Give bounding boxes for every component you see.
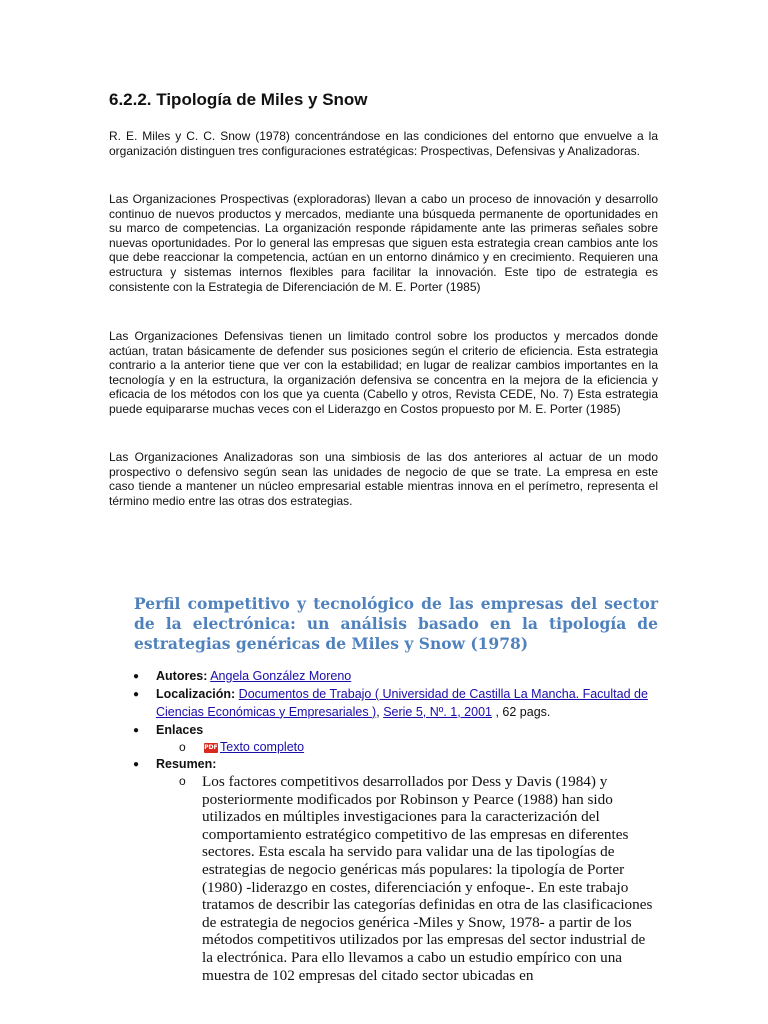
location-label: Localización: [156,687,236,701]
location-separator: , [376,704,380,719]
paragraph-analizadoras: Las Organizaciones Analizadoras son una simbiosis de las dos anteriores al actuar de un modo prospectivo o defensivo según sean las unidades de negocio de que se trate. La empresa en este caso tiende a mantener un núcleo empresarial estable mientras innova en el perímetro, representa el término medio entre las otras dos estrategias. [109,450,658,508]
summary-label: Resumen: [156,757,217,771]
bullet-icon: ● [133,725,140,736]
authors-item [156,668,660,686]
summary-item [156,756,660,774]
author-link[interactable]: Angela González Moreno [210,669,352,683]
location-pages: , 62 pags. [495,704,551,719]
bullet-icon: ● [133,671,140,682]
paragraph-defensivas: Las Organizaciones Defensivas tienen un limitado control sobre los productos y mercados donde actúan, tratan básicamente de defender sus posiciones según el criterio de eficiencia. Esta estrategia contrario a la anterior tiene que ver con la estabilidad; en lugar de realizar cambios importantes en la tecnología y en la estructura, la organización defensiva se concentra en la mejora de la eficiencia y eficacia de los métodos con los que ya cuenta (Cabello y otros, Revista CEDE, No. 7) Esta estrategia puede equipararse muchas veces con el Liderazgo en Costos propuesto por M. E. Porter (1985) [109,329,658,416]
paragraph-intro: R. E. Miles y C. C. Snow (1978) concentrándose en las condiciones del entorno que envuelve a la organización distinguen tres configuraciones estratégicas: Prospectivas, Defensivas y Analizadoras. [109,129,658,158]
links-label: Enlaces [156,723,204,737]
sub-bullet-icon: o [179,740,186,754]
series-link[interactable]: Serie 5, Nº. 1, 2001 [383,704,492,719]
bullet-icon: ● [133,689,140,700]
section-heading: 6.2.2. Tipología de Miles y Snow [109,90,368,109]
article-title: Perfil competitivo y tecnológico de las empresas del sector de la electrónica: un análisis basado en la tipología de estrategias genéricas de Miles y Snow (1978) [134,594,658,653]
fulltext-item [204,739,604,757]
fulltext-link[interactable]: Texto completo [220,740,305,754]
journal-link[interactable]: Documentos de Trabajo ( Universidad de Castilla La Mancha. Facultad de Ciencias Económicas y Empresariales ) [156,687,648,719]
bullet-icon: ● [133,759,140,770]
pdf-icon: PDF [204,743,218,751]
location-item [156,686,660,721]
sub-bullet-icon: o [179,774,186,788]
authors-label: Autores: [156,669,208,683]
paragraph-prospectivas: Las Organizaciones Prospectivas (exploradoras) llevan a cabo un proceso de innovación y desarrollo continuo de nuevos productos y mercados, mediante una búsqueda permanente de oportunidades en su marco de competencias. La organización responde rápidamente ante las primeras señales sobre nuevas oportunidades. Por lo general las empresas que siguen esta estrategia crean cambios ante los que debe reaccionar la competencia, actúan en un entorno dinámico y en crecimiento. Requieren una estructura y sistemas internos flexibles para facilitar la innovación. Este tipo de estrategia es consistente con la Estrategia de Diferenciación de M. E. Porter (1985) [109,192,658,294]
abstract-text: Los factores competitivos desarrollados por Dess y Davis (1984) y posteriormente modificados por Robinson y Pearce (1988) han sido utilizados en múltiples investigaciones para la caracterización del comportamiento estratégico competitivo de las empresas en diferentes sectores. Esta escala ha servido para validar una de las tipologías de estrategias de negocio genéricas más populares: la tipología de Porter (1980) -liderazgo en costes, diferenciación y enfoque-. En este trabajo tratamos de describir las categorías definidas en otra de las clasificaciones de estrategia de negocios genérica -Miles y Snow, 1978- a partir de los métodos competitivos utilizados por las empresas del sector industrial de la electrónica. Para ello llevamos a cabo un estudio empírico con una muestra de 102 empresas del citado sector ubicadas en [202,773,653,984]
links-item [156,722,660,740]
